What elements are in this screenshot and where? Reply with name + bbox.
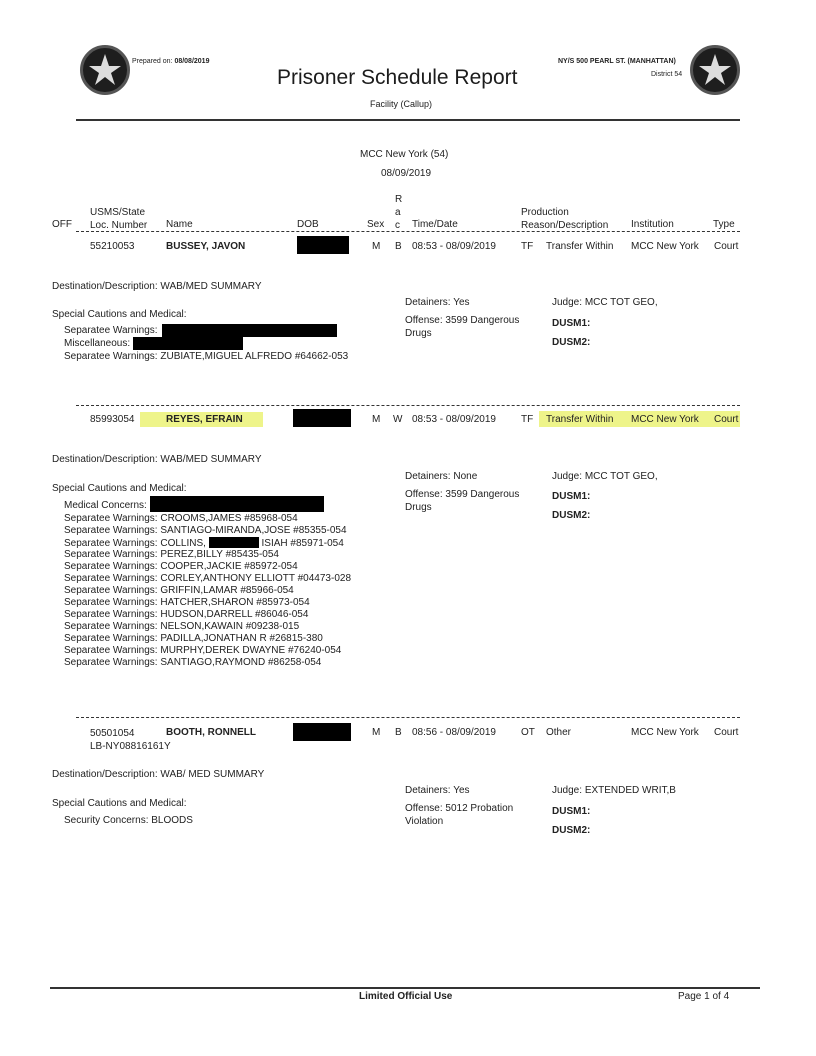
separatee-warning-list	[64, 513, 351, 669]
dusm1: DUSM1:	[552, 806, 591, 817]
race: B	[395, 241, 402, 252]
col-institution: Institution	[631, 219, 674, 230]
dusm2: DUSM2:	[552, 510, 591, 521]
prisoner-name: BOOTH, RONNELL	[166, 727, 256, 738]
special-cautions: Special Cautions and Medical:	[52, 309, 187, 320]
separatee-warning: Separatee Warnings: NELSON,KAWAIN #09238-015	[64, 621, 300, 632]
marshals-seal-right	[690, 45, 740, 95]
destination: Destination/Description: WAB/MED SUMMARY	[52, 454, 262, 465]
col-production: Production Reason/Description	[521, 207, 609, 231]
time-date: 08:53 - 08/09/2019	[412, 241, 496, 252]
page-number: Page 1 of 4	[678, 991, 730, 1002]
facility-name: MCC New York (54)	[360, 149, 449, 160]
footer-limited-use: Limited Official Use	[359, 991, 453, 1002]
dusm2: DUSM2:	[552, 337, 591, 348]
judge: Judge: MCC TOT GEO,	[552, 297, 658, 308]
marshals-seal-left	[80, 45, 130, 95]
judge: Judge: EXTENDED WRIT,B	[552, 785, 676, 796]
sex: M	[372, 241, 381, 252]
separatee-label: Separatee Warnings:	[64, 325, 158, 336]
loc-number: 85993054	[90, 414, 135, 425]
race: W	[393, 414, 403, 425]
footer-rule	[50, 987, 760, 989]
sex: M	[372, 727, 381, 738]
redacted-medical	[150, 496, 324, 512]
misc-label: Miscellaneous:	[64, 338, 131, 349]
redacted-misc	[133, 337, 243, 350]
col-time: Time/Date	[412, 219, 458, 230]
separatee-warning: Separatee Warnings: MURPHY,DEREK DWAYNE #76240-054	[64, 645, 342, 656]
separatee-warning: Separatee Warnings: HUDSON,DARRELL #86046-054	[64, 609, 309, 620]
separatee-warning: Separatee Warnings: HATCHER,SHARON #85973-054	[64, 597, 310, 608]
detainers: Detainers: None	[405, 471, 478, 482]
prisoner-name: BUSSEY, JAVON	[166, 241, 246, 252]
col-type: Type	[713, 219, 735, 230]
destination: Destination/Description: WAB/MED SUMMARY	[52, 281, 262, 292]
special-cautions: Special Cautions and Medical:	[52, 483, 187, 494]
redacted-name	[209, 537, 259, 548]
report-title: Prisoner Schedule Report	[277, 66, 518, 89]
loc-number: 50501054 LB-NY08816161Y	[90, 728, 171, 752]
type: Court	[714, 727, 739, 738]
reason: Other	[546, 727, 572, 738]
type: Court	[714, 241, 739, 252]
time-date: 08:56 - 08/09/2019	[412, 727, 496, 738]
redacted-dob	[293, 723, 351, 741]
offense: Offense: 3599 Dangerous Drugs	[405, 489, 520, 513]
col-dob: DOB	[297, 219, 319, 230]
separatee-warning: Separatee Warnings: CROOMS,JAMES #85968-054	[64, 513, 298, 524]
reason: Transfer Within	[546, 414, 614, 425]
institution: MCC New York	[631, 414, 699, 425]
sex: M	[372, 414, 381, 425]
col-name: Name	[166, 219, 193, 230]
type: Court	[714, 414, 739, 425]
reason: Transfer Within	[546, 241, 614, 252]
reason-code: TF	[521, 241, 534, 252]
loc-number: 55210053	[90, 241, 135, 252]
security-concerns: Security Concerns: BLOODS	[64, 815, 193, 826]
dusm2: DUSM2:	[552, 825, 591, 836]
offense: Offense: 5012 Probation Violation	[405, 803, 514, 827]
institution: MCC New York	[631, 727, 699, 738]
separatee-warning: Separatee Warnings: CORLEY,ANTHONY ELLIOTT #04473-028	[64, 573, 352, 584]
separatee-warning: Separatee Warnings: SANTIAGO-MIRANDA,JOSE #85355-054	[64, 525, 347, 536]
record-separator	[76, 717, 740, 718]
redacted-dob	[293, 409, 351, 427]
medical-label: Medical Concerns:	[64, 500, 147, 511]
col-usms: USMS/State Loc. Number	[90, 207, 148, 231]
race: B	[395, 727, 402, 738]
reason-code: OT	[521, 727, 535, 738]
dusm1: DUSM1:	[552, 318, 591, 329]
prepared-on: Prepared on: 08/08/2019	[132, 58, 210, 65]
offense: Offense: 3599 Dangerous Drugs	[405, 315, 520, 339]
report-subtitle: Facility (Callup)	[370, 99, 433, 109]
time-date: 08:53 - 08/09/2019	[412, 414, 496, 425]
special-cautions: Special Cautions and Medical:	[52, 798, 187, 809]
location-text: NY/S 500 PEARL ST. (MANHATTAN)	[558, 58, 676, 65]
detainers: Detainers: Yes	[405, 785, 470, 796]
destination: Destination/Description: WAB/ MED SUMMARY	[52, 769, 265, 780]
separatee-warning: Separatee Warnings: SANTIAGO,RAYMOND #86258-054	[64, 657, 322, 668]
column-header-rule	[76, 231, 740, 232]
separatee-warning: Separatee Warnings: COOPER,JACKIE #85972-054	[64, 561, 298, 572]
record-separator	[76, 405, 740, 406]
reason-code: TF	[521, 414, 534, 425]
separatee-warning: Separatee Warnings: ZUBIATE,MIGUEL ALFREDO #64662-053	[64, 351, 349, 362]
judge: Judge: MCC TOT GEO,	[552, 471, 658, 482]
col-race: R a c	[395, 194, 403, 231]
separatee-warning: Separatee Warnings: PADILLA,JONATHAN R #26815-380	[64, 633, 323, 644]
separatee-warning: Separatee Warnings: GRIFFIN,LAMAR #85966-054	[64, 585, 294, 596]
col-sex: Sex	[367, 219, 385, 230]
facility-date: 08/09/2019	[381, 168, 432, 179]
detainers: Detainers: Yes	[405, 297, 470, 308]
col-off: OFF	[52, 219, 72, 230]
institution: MCC New York	[631, 241, 699, 252]
separatee-warning: Separatee Warnings: COLLINS, ISIAH #85971-054	[64, 538, 344, 549]
dusm1: DUSM1:	[552, 491, 591, 502]
redacted-dob	[297, 236, 349, 254]
prisoner-name: REYES, EFRAIN	[140, 412, 263, 427]
district-text: District 54	[651, 71, 683, 78]
separatee-warning: Separatee Warnings: PEREZ,BILLY #85435-054	[64, 549, 279, 560]
redacted-warning	[162, 324, 337, 337]
header-rule	[76, 119, 740, 121]
